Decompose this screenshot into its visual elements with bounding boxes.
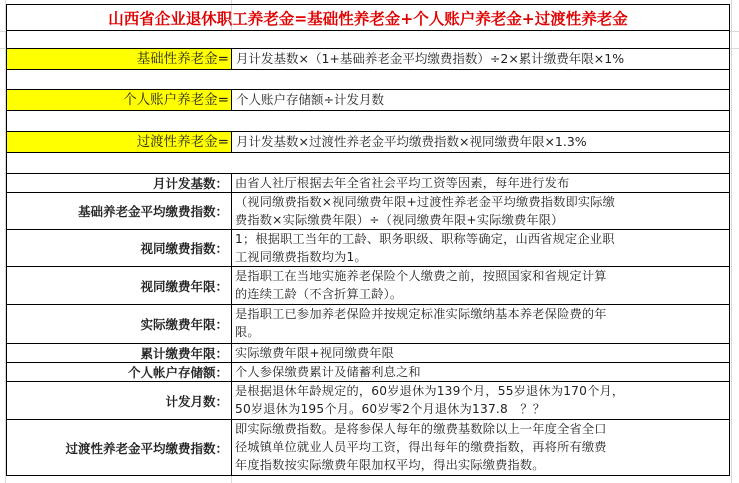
def-value-months[interactable] — [232, 382, 730, 420]
def-label-deemed-years[interactable]: 视同缴费年限： — [6, 267, 232, 305]
def-line: 年度指数按实际缴费年限加权平均，得出实际缴费指数。 — [235, 458, 545, 472]
def-label-months[interactable]: 计发月数： — [6, 382, 232, 420]
formula-personal[interactable]: 个人账户存储额÷计发月数 — [232, 89, 730, 111]
def-value-account-balance[interactable] — [232, 363, 730, 382]
def-line: 是指职工在当地实施养老保险个人缴费之前，按照国家和省规定计算 — [235, 269, 607, 283]
def-line: 限。 — [235, 325, 260, 339]
def-line: 的连续工龄（不含折算工龄）。 — [235, 287, 403, 301]
grid-line — [731, 0, 732, 483]
def-line: 费指数×实际缴费年限）÷（视同缴费年限+实际缴费年限） — [235, 213, 564, 227]
blank-row[interactable] — [6, 31, 730, 48]
def-line: 个人参保缴费累计及储蓄利息之和 — [235, 365, 421, 379]
def-value-base[interactable] — [232, 174, 730, 193]
formula-label-personal[interactable]: 个人账户养老金= — [6, 89, 232, 111]
def-line: 50岁退休为195个月。60岁零2个月退休为137.8 ？？ — [235, 402, 546, 416]
def-line: 工视同缴费指数均为1。 — [235, 250, 367, 264]
def-value-basic-index[interactable] — [232, 193, 730, 230]
def-label-deemed-index[interactable]: 视同缴费指数： — [6, 230, 232, 267]
blank-row[interactable] — [6, 70, 730, 89]
def-line: 是指职工已参加养老保险并按规定标准实际缴纳基本养老保险费的年 — [235, 307, 607, 321]
def-label-total-years[interactable]: 累计缴费年限： — [6, 344, 232, 363]
def-value-deemed-years[interactable] — [232, 267, 730, 305]
title-cell[interactable]: 山西省企业退休职工养老金=基础性养老金+个人账户养老金+过渡性养老金 — [6, 4, 730, 31]
blank-row[interactable] — [6, 111, 730, 131]
blank-row[interactable] — [6, 153, 730, 174]
formula-basic[interactable]: 月计发基数×（1+基础养老金平均缴费指数）÷2×累计缴费年限×1% — [232, 48, 730, 70]
def-value-deemed-index[interactable] — [232, 230, 730, 267]
def-value-transition-index[interactable] — [232, 420, 730, 476]
def-label-transition-index[interactable]: 过渡性养老金平均缴费指数： — [6, 420, 232, 476]
formula-label-basic[interactable]: 基础性养老金= — [6, 48, 232, 70]
def-value-total-years[interactable] — [232, 344, 730, 363]
formula-label-transition[interactable]: 过渡性养老金= — [6, 131, 232, 153]
def-line: 即实际缴费指数。是将参保人每年的缴费基数除以上一年度全省全口 — [235, 422, 607, 436]
def-line: 是根据退休年龄规定的，60岁退休为139个月，55岁退休为170个月， — [235, 384, 625, 398]
formula-transition[interactable]: 月计发基数×过渡性养老金平均缴费指数×视同缴费年限×1.3% — [232, 131, 730, 153]
def-line: 由省人社厅根据去年全省社会平均工资等因素，每年进行发布 — [235, 176, 570, 190]
def-label-basic-index[interactable]: 基础养老金平均缴费指数： — [6, 193, 232, 230]
def-line: 实际缴费年限+视同缴费年限 — [235, 346, 395, 360]
def-line: 径城镇单位就业人员平均工资，得出每年的缴费指数，再将所有缴费 — [235, 440, 607, 454]
def-line: 1；根据职工当年的工龄、职务职级、职称等确定，山西省规定企业职 — [235, 232, 615, 246]
def-line: （视同缴费指数×视同缴费年限+过渡性养老金平均缴费指数即实际缴 — [235, 195, 616, 209]
def-value-actual-years[interactable] — [232, 305, 730, 344]
def-label-account-balance[interactable]: 个人帐户存储额： — [6, 363, 232, 382]
def-label-base[interactable]: 月计发基数： — [6, 174, 232, 193]
def-label-actual-years[interactable]: 实际缴费年限： — [6, 305, 232, 344]
